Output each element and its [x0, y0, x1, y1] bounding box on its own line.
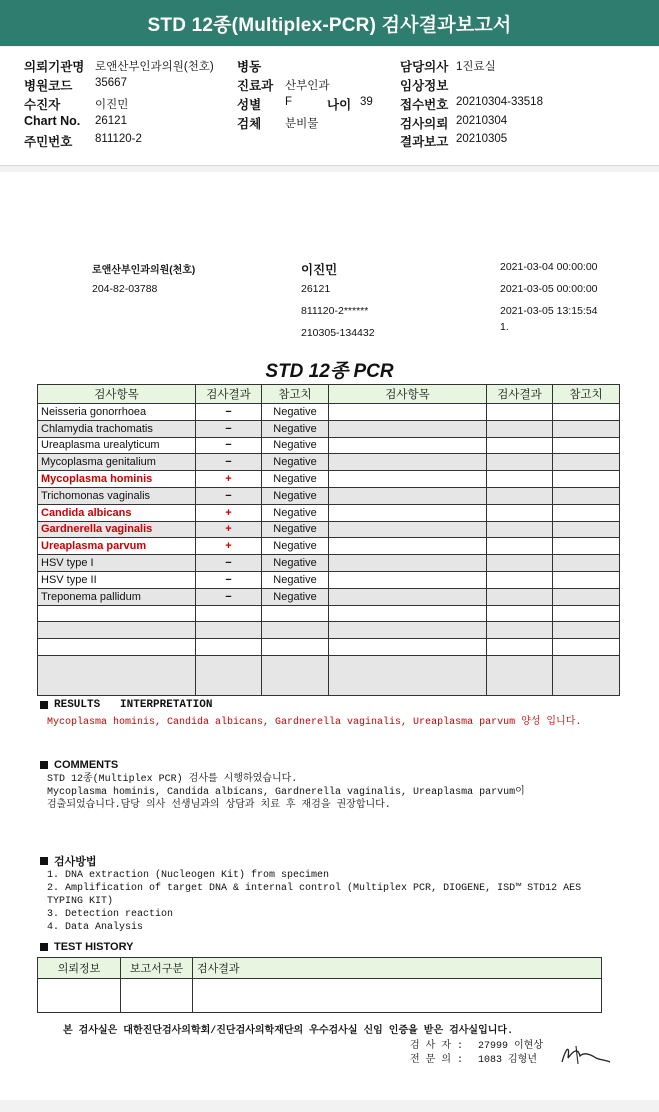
empty-cell [38, 605, 196, 622]
header-age-value: 39 [360, 96, 373, 108]
report-title: STD 12종(Multiplex-PCR) 검사결과보고서 [0, 0, 659, 46]
results-heading-text: RESULTS INTERPRETATION [54, 699, 213, 711]
header-key: 진료과 [237, 79, 274, 93]
history-col-result: 검사결과 [193, 958, 602, 979]
pcr-title: STD 12종 PCR [265, 361, 394, 382]
square-bullet-icon [40, 701, 48, 709]
header-key: 결과보고 [400, 135, 449, 149]
empty-cell [329, 504, 487, 521]
history-heading-text: TEST HISTORY [54, 941, 134, 953]
empty-cell [487, 471, 553, 488]
test-reference: Negative [262, 538, 329, 555]
table-row [38, 622, 620, 639]
tester-label: 검 사 자 : [410, 1041, 463, 1052]
empty-cell [329, 571, 487, 588]
results-col-header: 검사항목 [329, 385, 487, 404]
doc-date-1: 2021-03-04 00:00:00 [500, 261, 598, 273]
table-row [38, 404, 620, 421]
history-cell [38, 979, 121, 1013]
empty-cell [487, 605, 553, 622]
empty-cell [487, 622, 553, 639]
test-result: − [196, 571, 262, 588]
empty-cell [329, 404, 487, 421]
test-result: + [196, 504, 262, 521]
test-reference: Negative [262, 454, 329, 471]
header-key: 성별 [237, 98, 262, 112]
header-value: 로앤산부인과의원(천호) [95, 61, 214, 73]
test-reference: Negative [262, 487, 329, 504]
empty-cell [38, 655, 196, 695]
results-text: Mycoplasma hominis, Candida albicans, Gardnerella vaginalis, Ureaplasma parvum 양성 입니다. [47, 717, 582, 728]
empty-cell [553, 571, 620, 588]
results-col-header: 검사결과 [196, 385, 262, 404]
comments-text: STD 12종(Multiplex PCR) 검사를 시행하였습니다. Mycoplasma hominis, Candida albicans, Gardnerella vaginalis, Ureaplasma parvum이 검출되었습니다.담당 의사 선생님과의 상담과 치료 후 재검을 권장합니다. [47, 774, 525, 811]
empty-cell [553, 588, 620, 605]
test-reference: Negative [262, 504, 329, 521]
header-info [0, 47, 659, 166]
square-bullet-icon [40, 857, 48, 865]
header-key: 검사의뢰 [400, 117, 449, 131]
table-row [38, 521, 620, 538]
history-cell [193, 979, 602, 1013]
empty-cell [38, 639, 196, 656]
header-value: 산부인과 [285, 80, 330, 92]
test-name: HSV type II [38, 571, 196, 588]
test-result: + [196, 521, 262, 538]
table-row [38, 471, 620, 488]
empty-cell [329, 487, 487, 504]
header-value: 이진민 [95, 99, 129, 111]
method-text: 1. DNA extraction (Nucleogen Kit) from specimen 2. Amplification of target DNA & internal control (Multiplex PCR, DIOGENE, ISD™ STD12 AES TYPING KIT) 3. Detection reaction 4. Data Analysis [47, 870, 582, 933]
empty-cell [196, 605, 262, 622]
empty-cell [329, 555, 487, 572]
empty-cell [553, 487, 620, 504]
test-reference: Negative [262, 420, 329, 437]
header-key: Chart No. [24, 114, 81, 128]
table-row [38, 437, 620, 454]
empty-cell [196, 639, 262, 656]
empty-cell [487, 454, 553, 471]
test-result: + [196, 471, 262, 488]
header-key: 담당의사 [400, 60, 449, 74]
empty-cell [196, 655, 262, 695]
history-heading [40, 941, 133, 953]
table-row [38, 571, 620, 588]
test-result: − [196, 588, 262, 605]
table-row [38, 420, 620, 437]
table-row [38, 655, 620, 695]
specialist-label: 전 문 의 : [410, 1055, 463, 1066]
header-key: 검체 [237, 117, 262, 131]
test-name: Ureaplasma urealyticum [38, 437, 196, 454]
table-row [38, 538, 620, 555]
test-result: − [196, 487, 262, 504]
test-reference: Negative [262, 555, 329, 572]
empty-cell [553, 555, 620, 572]
header-value: 811120-2 [95, 133, 142, 145]
empty-cell [487, 487, 553, 504]
empty-cell [553, 437, 620, 454]
header-value: F [285, 96, 293, 108]
test-name: Neisseria gonorrhoea [38, 404, 196, 421]
empty-cell [329, 655, 487, 695]
header-key: 의뢰기관명 [24, 60, 85, 74]
specialist-value: 1083 김형년 [478, 1055, 537, 1066]
empty-cell [262, 622, 329, 639]
test-reference: Negative [262, 521, 329, 538]
doc-date-2: 2021-03-05 00:00:00 [500, 283, 598, 295]
empty-cell [329, 622, 487, 639]
header-value: 20210304 [456, 115, 508, 127]
doc-ssn: 811120-2****** [301, 305, 369, 317]
doc-page: 1. [500, 321, 509, 333]
empty-cell [553, 639, 620, 656]
test-reference: Negative [262, 404, 329, 421]
header-key: 주민번호 [24, 135, 73, 149]
test-result: − [196, 420, 262, 437]
empty-cell [553, 420, 620, 437]
test-name: HSV type I [38, 555, 196, 572]
history-table [37, 957, 602, 1013]
empty-cell [329, 521, 487, 538]
doc-date-3: 2021-03-05 13:15:54 [500, 305, 598, 317]
results-col-header: 검사항목 [38, 385, 196, 404]
table-row [38, 605, 620, 622]
empty-cell [487, 404, 553, 421]
test-name: Mycoplasma genitalium [38, 454, 196, 471]
doc-hospital: 로앤산부인과의원(천호) [92, 265, 196, 276]
tester-value: 27999 이현상 [478, 1041, 543, 1052]
header-value: 20210304-33518 [456, 96, 543, 108]
test-result: − [196, 555, 262, 572]
test-result: − [196, 437, 262, 454]
header-value: 1진료실 [456, 61, 496, 73]
header-key: 임상정보 [400, 79, 449, 93]
empty-cell [553, 404, 620, 421]
table-row [38, 588, 620, 605]
table-row [38, 454, 620, 471]
header-age-key: 나이 [327, 98, 352, 112]
square-bullet-icon [40, 761, 48, 769]
table-row [38, 504, 620, 521]
table-row [38, 639, 620, 656]
header-key: 접수번호 [400, 98, 449, 112]
test-name: Mycoplasma hominis [38, 471, 196, 488]
empty-cell [487, 420, 553, 437]
header-value: 20210305 [456, 133, 508, 145]
table-row [38, 487, 620, 504]
empty-cell [329, 605, 487, 622]
table-row [38, 555, 620, 572]
empty-cell [553, 622, 620, 639]
comments-heading [40, 759, 118, 771]
method-heading-text: 검사방법 [54, 856, 97, 868]
doc-chart: 26121 [301, 283, 331, 295]
empty-cell [487, 538, 553, 555]
empty-cell [487, 655, 553, 695]
header-key: 수진자 [24, 98, 61, 112]
empty-cell [262, 639, 329, 656]
signature-icon [556, 1040, 612, 1068]
doc-patient: 이진민 [301, 263, 338, 277]
results-col-header: 참고치 [262, 385, 329, 404]
empty-cell [38, 622, 196, 639]
history-col-type: 보고서구분 [121, 958, 193, 979]
empty-cell [329, 437, 487, 454]
empty-cell [487, 437, 553, 454]
empty-cell [487, 571, 553, 588]
empty-cell [262, 605, 329, 622]
empty-cell [553, 655, 620, 695]
empty-cell [329, 454, 487, 471]
empty-cell [329, 639, 487, 656]
header-value: 26121 [95, 115, 127, 127]
history-col-request: 의뢰정보 [38, 958, 121, 979]
certification-text: 본 검사실은 대한진단검사의학회/진단검사의학재단의 우수검사실 신임 인증을 받은 검사실입니다. [63, 1026, 514, 1037]
header-key: 병동 [237, 60, 262, 74]
empty-cell [196, 622, 262, 639]
empty-cell [329, 588, 487, 605]
header-key: 병원코드 [24, 79, 73, 93]
empty-cell [329, 471, 487, 488]
header-value: 35667 [95, 77, 127, 89]
test-reference: Negative [262, 571, 329, 588]
empty-cell [553, 471, 620, 488]
header-value: 분비물 [285, 118, 319, 130]
test-name: Gardnerella vaginalis [38, 521, 196, 538]
test-result: − [196, 454, 262, 471]
test-reference: Negative [262, 437, 329, 454]
test-name: Ureaplasma parvum [38, 538, 196, 555]
test-name: Chlamydia trachomatis [38, 420, 196, 437]
empty-cell [487, 639, 553, 656]
empty-cell [553, 538, 620, 555]
results-col-header: 참고치 [553, 385, 620, 404]
history-cell [121, 979, 193, 1013]
empty-cell [553, 454, 620, 471]
empty-cell [262, 655, 329, 695]
empty-cell [553, 504, 620, 521]
test-reference: Negative [262, 471, 329, 488]
test-result: − [196, 404, 262, 421]
square-bullet-icon [40, 943, 48, 951]
empty-cell [329, 420, 487, 437]
empty-cell [487, 521, 553, 538]
empty-cell [487, 555, 553, 572]
test-name: Treponema pallidum [38, 588, 196, 605]
results-table [37, 384, 620, 696]
empty-cell [487, 588, 553, 605]
test-reference: Negative [262, 588, 329, 605]
test-name: Candida albicans [38, 504, 196, 521]
results-col-header: 검사결과 [487, 385, 553, 404]
empty-cell [329, 538, 487, 555]
test-result: + [196, 538, 262, 555]
comments-heading-text: COMMENTS [54, 759, 119, 771]
test-name: Trichomonas vaginalis [38, 487, 196, 504]
doc-receipt: 210305-134432 [301, 327, 375, 339]
doc-biz-no: 204-82-03788 [92, 283, 158, 295]
empty-cell [553, 605, 620, 622]
results-heading [40, 699, 212, 711]
empty-cell [553, 521, 620, 538]
method-heading [40, 853, 97, 869]
empty-cell [487, 504, 553, 521]
